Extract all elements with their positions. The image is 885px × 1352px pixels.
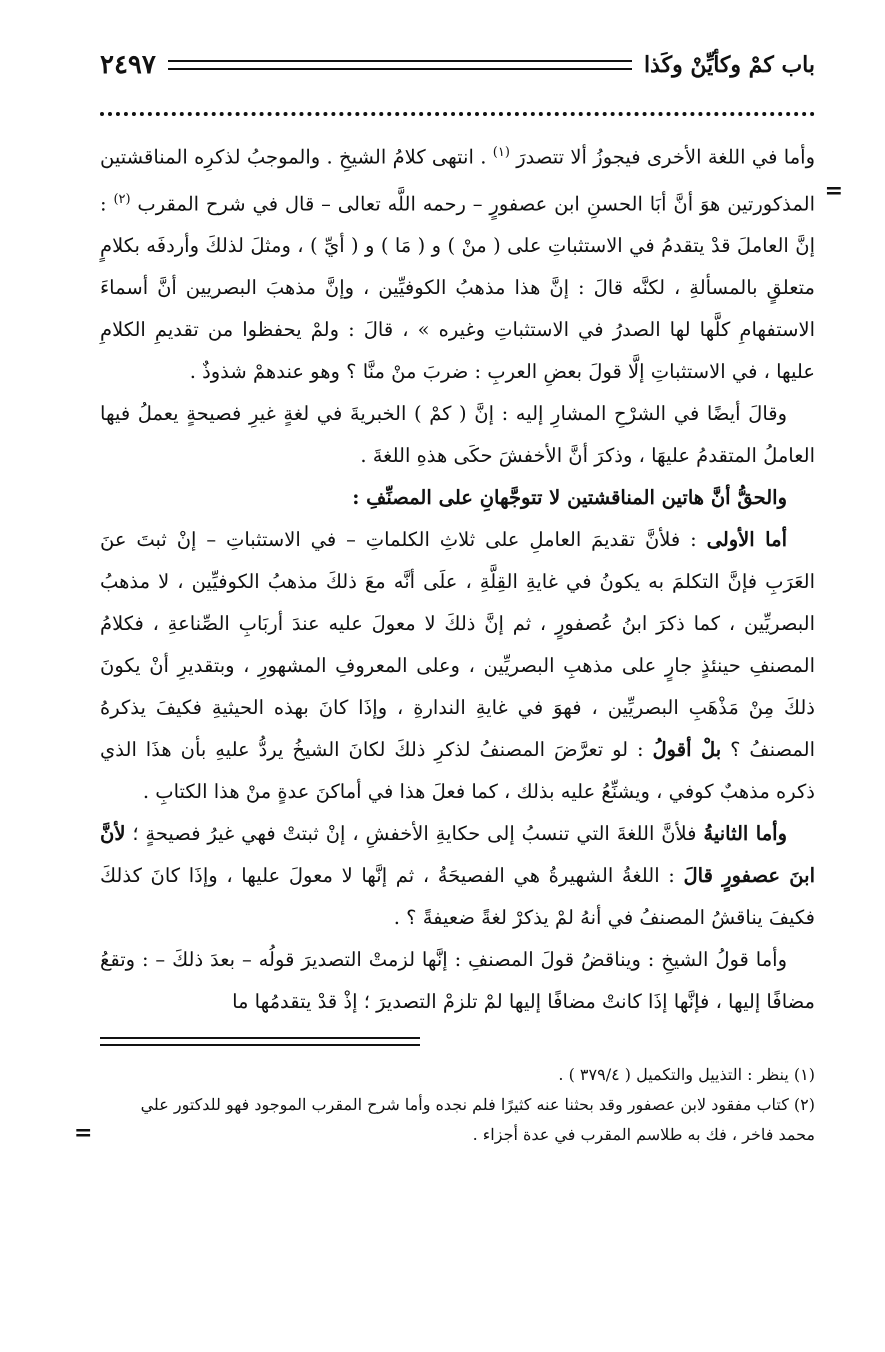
page-number: ٢٤٩٧ xyxy=(100,50,156,80)
paragraph-text: : لو تعرَّضَ المصنفُ لذكرِ ذلكَ لكانَ الشيخُ يردُّ عليهِ بأن هذَا الذي ذكره مذهبٌ كوفي ، ويشنِّعُ عليه بذلك ، كما فعلَ هذا في أماكنَ عدةٍ منْ هذا الكتابِ . xyxy=(100,738,815,803)
paragraph-text: . انتهى كلامُ الشيخِ . والموجبُ لذكرِه المناقشتين المذكورتين هوَ أنَّ أبَا الحسنِ ابن عصفورٍ – رحمه اللَّه تعالى – قال في شرح المقرب xyxy=(100,145,815,215)
continuation-mark-end: = xyxy=(74,1120,93,1146)
paragraph xyxy=(100,813,815,939)
bold-lead-in: لأنَّ ابنَ عصفورٍ قالَ xyxy=(100,822,815,887)
paragraph-text: فلأنَّ اللغةَ التي تنسبُ إلى حكايةِ الأخفشِ ، إنْ ثبتتْ فهي غيرُ فصيحةٍ ؛ xyxy=(125,822,704,845)
paragraph-text: وأما قولُ الشيخِ : ويناقضُ قولَ المصنفِ : إنَّها لزمتْ التصديرَ قولُه – بعدَ ذلكَ – : وتقعُ مضافًا إليها ، فإنَّها إذَا كانتْ مضافًا إليها لمْ تلزمْ التصديرَ ؛ إذْ قدْ يتقدمُها ما xyxy=(100,948,815,1013)
paragraph-text: : اللغةُ الشهيرةُ هي الفصيحَةُ ، ثم إنَّها لا معولَ عليها ، وإذَا كانَ كذلكَ فكيفَ يناقشُ المصنفُ في أنهُ لمْ يذكرْ لغةً ضعيفةً ؟ . xyxy=(100,864,815,929)
paragraph xyxy=(100,477,815,519)
bold-lead-in: والحقُّ أنَّ هاتين المناقشتين لا تتوجَّهانِ على المصنِّفِ : xyxy=(352,486,787,509)
footnote-item: (٢) كتاب مفقود لابن عصفور وقد بحثنا عنه كثيرًا فلم نجده وأما شرح المقرب الموجود فهو للدكتور علي محمد فاخر ، فك به طلاسم المقرب في عدة أجزاء . xyxy=(140,1095,815,1144)
paragraph xyxy=(100,519,815,813)
footnote-item: (١) ينظر : التذييل والتكميل ( ٣٧٩/٤ ) . xyxy=(558,1065,815,1084)
main-text xyxy=(100,132,815,1023)
paragraph-text: : إنَّ العاملَ قدْ يتقدمُ في الاستثباتِ على ( منْ ) و ( مَا ) و ( أيِّ ) ، ومثلَ لذلكَ وأردفَه بكلامٍ متعلقٍ بالمسألةِ ، لكنَّه قالَ : إنَّ هذا مذهبُ الكوفيِّين ، وإنَّ مذهبَ البصريين أنَّ أسماءَ الاستفهامِ كلَّها لها الصدرُ في الاستثباتِ وغيره » ، قالَ : ولمْ يحفظوا من تقديمِ الكلامِ عليها ، في الاستثباتِ إلَّا قولَ بعضِ العربِ : ضربَ منْ منَّا ؟ وهو عندهمْ شذوذٌ . xyxy=(100,192,815,383)
page-header xyxy=(100,40,815,90)
paragraph xyxy=(100,393,815,477)
bold-lead-in: بلْ أقولُ xyxy=(652,738,722,761)
bold-lead-in: وأما الثانيةُ xyxy=(703,822,787,845)
footnote-rule xyxy=(100,1037,420,1046)
header-rule xyxy=(168,60,632,70)
paragraph xyxy=(100,939,815,1023)
paragraph-text: وأما في اللغة الأخرى فيجوزُ ألا تتصدرَ xyxy=(509,145,815,169)
bold-lead-in: أما الأولى xyxy=(706,528,787,551)
paragraph-text: : فلأنَّ تقديمَ العاملِ على ثلاثِ الكلماتِ – في الاستثباتِ – إنْ ثبتَ عنَ العَرَبِ فإنَّ التكلمَ به يكونُ في غايةِ القِلَّةِ ، علَى أنَّه معَ ذلكَ مذهبُ الكوفيِّين ، لا مذهبُ البصريِّين ، كما ذكرَ ابنُ عُصفورٍ ، ثم إنَّ ذلكَ لا معولَ عليه عندَ أربَابِ الصِّناعةِ ، فكلامُ المصنفِ حينئذٍ جارٍ على مذهبِ البصريِّين ، وعلى المعروفِ المشهورِ ، وبتقديرِ أنْ يكونَ ذلكَ مِنْ مَذْهَبِ البصريِّين ، فهوَ في غايةِ الندارةِ ، وإذَا كانَ بهذه الحيثيةِ فكيفَ يذكرهُ المصنفُ ؟ xyxy=(100,528,815,761)
continuation-mark-start: = xyxy=(824,178,843,204)
paragraph xyxy=(100,132,815,393)
dotted-separator xyxy=(100,112,815,116)
footnote-ref: (٢) xyxy=(113,191,131,207)
paragraph-text: وقالَ أيضًا في الشرْحِ المشارِ إليه : إنَّ ( كمْ ) الخبريةَ في لغةٍ غيرِ فصيحةٍ يعملُ فيها العاملُ المتقدمُ عليهَا ، وذكرَ أنَّ الأخفشَ حكَى هذهِ اللغةَ . xyxy=(100,402,815,467)
document-page xyxy=(74,40,843,1312)
chapter-title: باب كمْ وكأيِّنْ وكَذا xyxy=(643,52,815,78)
footnote-ref: (١) xyxy=(492,145,510,160)
footnotes xyxy=(100,1060,815,1150)
